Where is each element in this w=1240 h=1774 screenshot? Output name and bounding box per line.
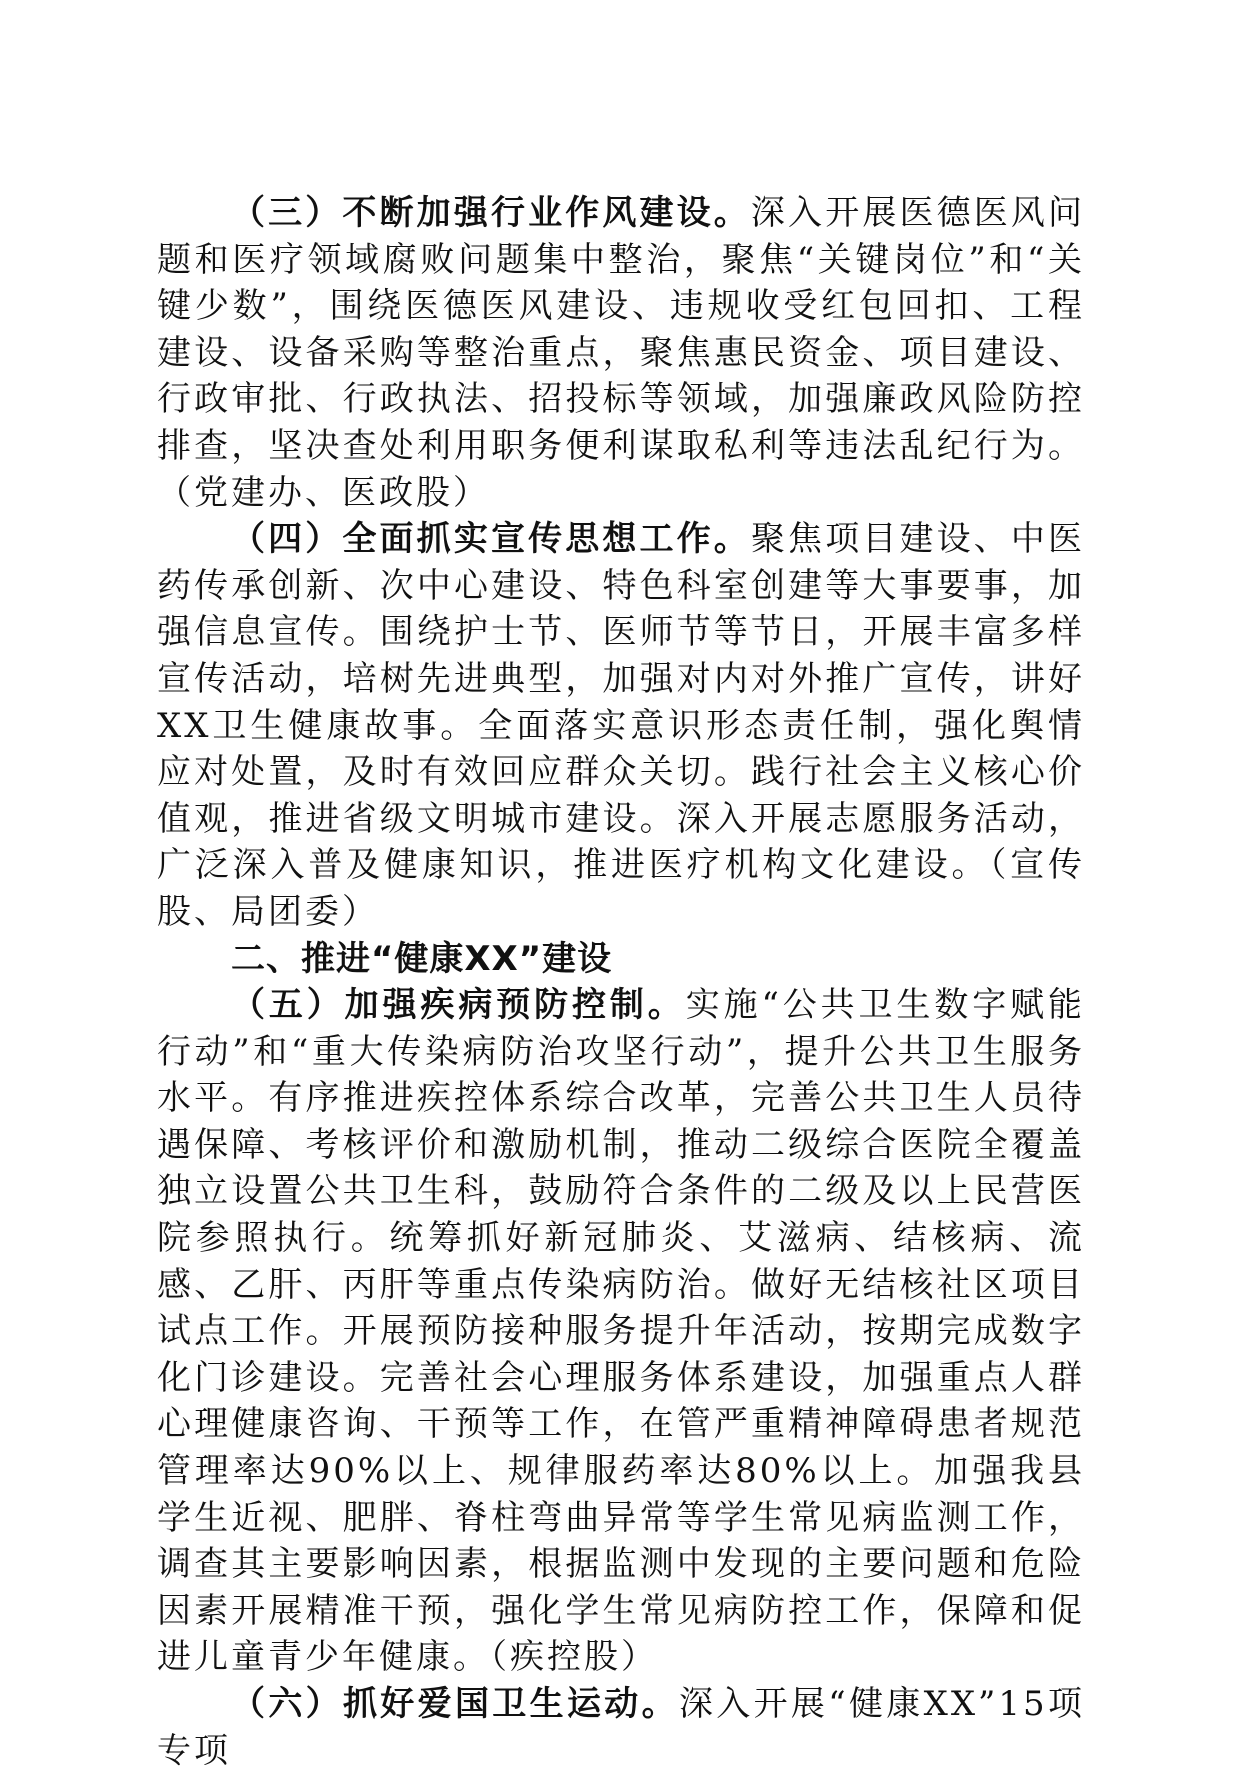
paragraph-body: 深入开展“健康XX”15项专项 [157,1684,1085,1771]
paragraph-lead: （四）全面抓实宣传思想工作。 [231,519,751,560]
section-heading: 二、推进“健康XX”建设 [231,938,613,979]
paragraph-patriotic-health [157,1681,1085,1774]
paragraph-publicity [157,516,1085,935]
paragraph-body: 实施“公共卫生数字赋能行动”和“重大传染病防治攻坚行动”，提升公共卫生服务水平。有序推进疾控体系综合改革，完善公共卫生人员待遇保障、考核评价和激励机制，推动二级综合医院全覆盖独立设置公共卫生科，鼓励符合条件的二级及以上民营医院参照执行。统筹抓好新冠肺炎、艾滋病、结核病、流感、乙肝、丙肝等重点传染病防治。做好无结核社区项目试点工作。开展预防接种服务提升年活动，按期完成数字化门诊建设。完善社会心理服务体系建设，加强重点人群心理健康咨询、干预等工作，在管严重精神障碍患者规范管理率达90%以上、规律服药率达80%以上。加强我县学生近视、肥胖、脊柱弯曲异常等学生常见病监测工作，调查其主要影响因素，根据监测中发现的主要问题和危险因素开展精准干预，强化学生常见病防控工作，保障和促进儿童青少年健康。（疾控股） [157,985,1085,1678]
paragraph-lead: （六）抓好爱国卫生运动。 [231,1684,679,1724]
paragraph-industry-style [157,190,1085,516]
document-page [157,190,1085,1774]
paragraph-lead: （五）加强疾病预防控制。 [231,985,686,1026]
paragraph-body: 深入开展医德医风问题和医疗领域腐败问题集中整治，聚焦“关键岗位”和“关键少数”，围绕医德医风建设、违规收受红包回扣、工程建设、设备采购等整治重点，聚焦惠民资金、项目建设、行政审批、行政执法、招投标等领域，加强廉政风险防控排查，坚决查处利用职务便利谋取私利等违法乱纪行为。（党建办、医政股） [157,193,1086,513]
paragraph-disease-control [157,982,1085,1681]
paragraph-body: 聚焦项目建设、中医药传承创新、次中心建设、特色科室创建等大事要事，加强信息宣传。围绕护士节、医师节等节日，开展丰富多样宣传活动，培树先进典型，加强对内对外推广宣传，讲好XX卫生健康故事。全面落实意识形态责任制，强化舆情应对处置，及时有效回应群众关切。践行社会主义核心价值观，推进省级文明城市建设。深入开展志愿服务活动，广泛深入普及健康知识，推进医疗机构文化建设。（宣传股、局团委） [157,519,1086,932]
paragraph-lead: （三）不断加强行业作风建设。 [231,193,751,233]
